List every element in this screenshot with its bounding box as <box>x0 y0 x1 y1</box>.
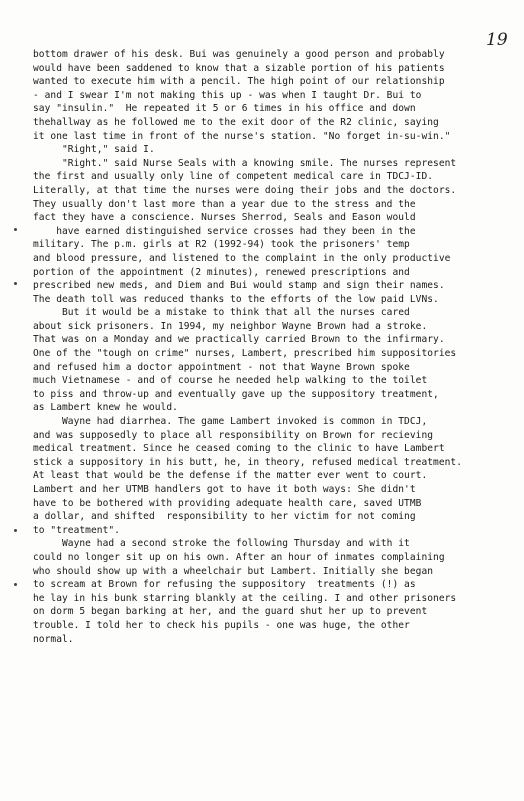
text-line: and was supposedly to place all responsibility on Brown for recieving <box>33 429 434 441</box>
text-line: say "insulin." He repeated it 5 or 6 times in his office and down <box>33 103 416 115</box>
text-line: a dollar, and shifted responsibility to her victim for not coming <box>33 511 416 523</box>
text-line: the first and usually only line of competent medical care in TDCJ-ID. <box>33 171 434 183</box>
text-line: Literally, at that time the nurses were doing their jobs and the doctors. <box>33 184 457 196</box>
text-line: One of the "tough on crime" nurses, Lambert, prescribed him suppositories <box>33 348 457 360</box>
text-line: and refused him a doctor appointment - not that Wayne Brown spoke <box>33 361 410 373</box>
text-line: At least that would be the defense if the matter ever went to court. <box>33 470 428 482</box>
margin-mark <box>14 529 17 532</box>
text-line: trouble. I told her to check his pupils - one was huge, the other <box>33 619 410 631</box>
text-line: much Vietnamese - and of course he needed help walking to the toilet <box>33 375 428 387</box>
text-line: to scream at Brown for refusing the suppository treatments (!) as <box>33 579 416 591</box>
text-line: fact they have a conscience. Nurses Sherrod, Seals and Eason would <box>33 212 416 224</box>
margin-mark <box>14 282 17 285</box>
text-line: he lay in his bunk starring blankly at the ceiling. I and other prisoners <box>33 592 457 604</box>
margin-mark <box>14 583 17 586</box>
text-line: as Lambert knew he would. <box>33 402 178 414</box>
text-line: to piss and throw-up and eventually gave up the suppository treatment, <box>33 388 439 400</box>
text-line: to "treatment". <box>33 524 120 536</box>
text-line: it one last time in front of the nurse's station. "No forget in-su-win." <box>33 130 451 142</box>
text-line: Wayne had a second stroke the following Thursday and with it <box>33 538 410 550</box>
text-line: would have been saddened to know that a sizable portion of his patients <box>33 62 445 74</box>
text-line: They usually don't last more than a year due to the stress and the <box>33 198 416 210</box>
text-line: on dorm 5 began barking at her, and the guard shut her up to prevent <box>33 606 428 618</box>
text-line: "Right," said I. <box>33 144 155 156</box>
text-line: about sick prisoners. In 1994, my neighbor Wayne Brown had a stroke. <box>33 320 428 332</box>
text-line: could no longer sit up on his own. After an hour of inmates complaining <box>33 551 445 563</box>
text-line: who should show up with a wheelchair but Lambert. Initially she began <box>33 565 434 577</box>
text-line: Lambert and her UTMB handlers got to have it both ways: She didn't <box>33 484 416 495</box>
text-line: That was on a Monday and we practically carried Brown to the infirmary. <box>33 334 445 346</box>
text-line: have to be bothered with providing adequate health care, saved UTMB <box>33 497 422 509</box>
text-line: Wayne had diarrhea. The game Lambert invoked is common in TDCJ, <box>33 416 428 428</box>
text-line: and blood pressure, and listened to the complaint in the only productive <box>33 252 451 264</box>
page-number: 19 <box>486 30 508 50</box>
text-line: - and I swear I'm not making this up - was when I taught Dr. Bui to <box>33 89 422 101</box>
text-line: bottom drawer of his desk. Bui was genuinely a good person and probably <box>33 49 445 60</box>
text-line: thehallway as he followed me to the exit door of the R2 clinic, saying <box>33 116 439 128</box>
text-line: portion of the appointment (2 minutes), renewed prescriptions and <box>33 266 410 278</box>
text-line: have earned distinguished service crosses had they been in the <box>33 225 416 237</box>
body-text <box>33 48 511 646</box>
text-line: prescribed new meds, and Diem and Bui would stamp and sign their names. <box>33 280 445 292</box>
margin-mark <box>14 228 17 231</box>
text-line: The death toll was reduced thanks to the efforts of the low paid LVNs. <box>33 293 439 305</box>
text-line: wanted to execute him with a pencil. The high point of our relationship <box>33 76 445 88</box>
text-line: But it would be a mistake to think that all the nurses cared <box>33 307 410 319</box>
text-line: "Right." said Nurse Seals with a knowing smile. The nurses represent <box>33 157 457 169</box>
text-line: military. The p.m. girls at R2 (1992-94) took the prisoners' temp <box>33 239 410 251</box>
text-line: normal. <box>33 633 74 645</box>
text-line: medical treatment. Since he ceased coming to the clinic to have Lambert <box>33 443 445 455</box>
text-line: stick a suppository in his butt, he, in theory, refused medical treatment. <box>33 456 463 468</box>
